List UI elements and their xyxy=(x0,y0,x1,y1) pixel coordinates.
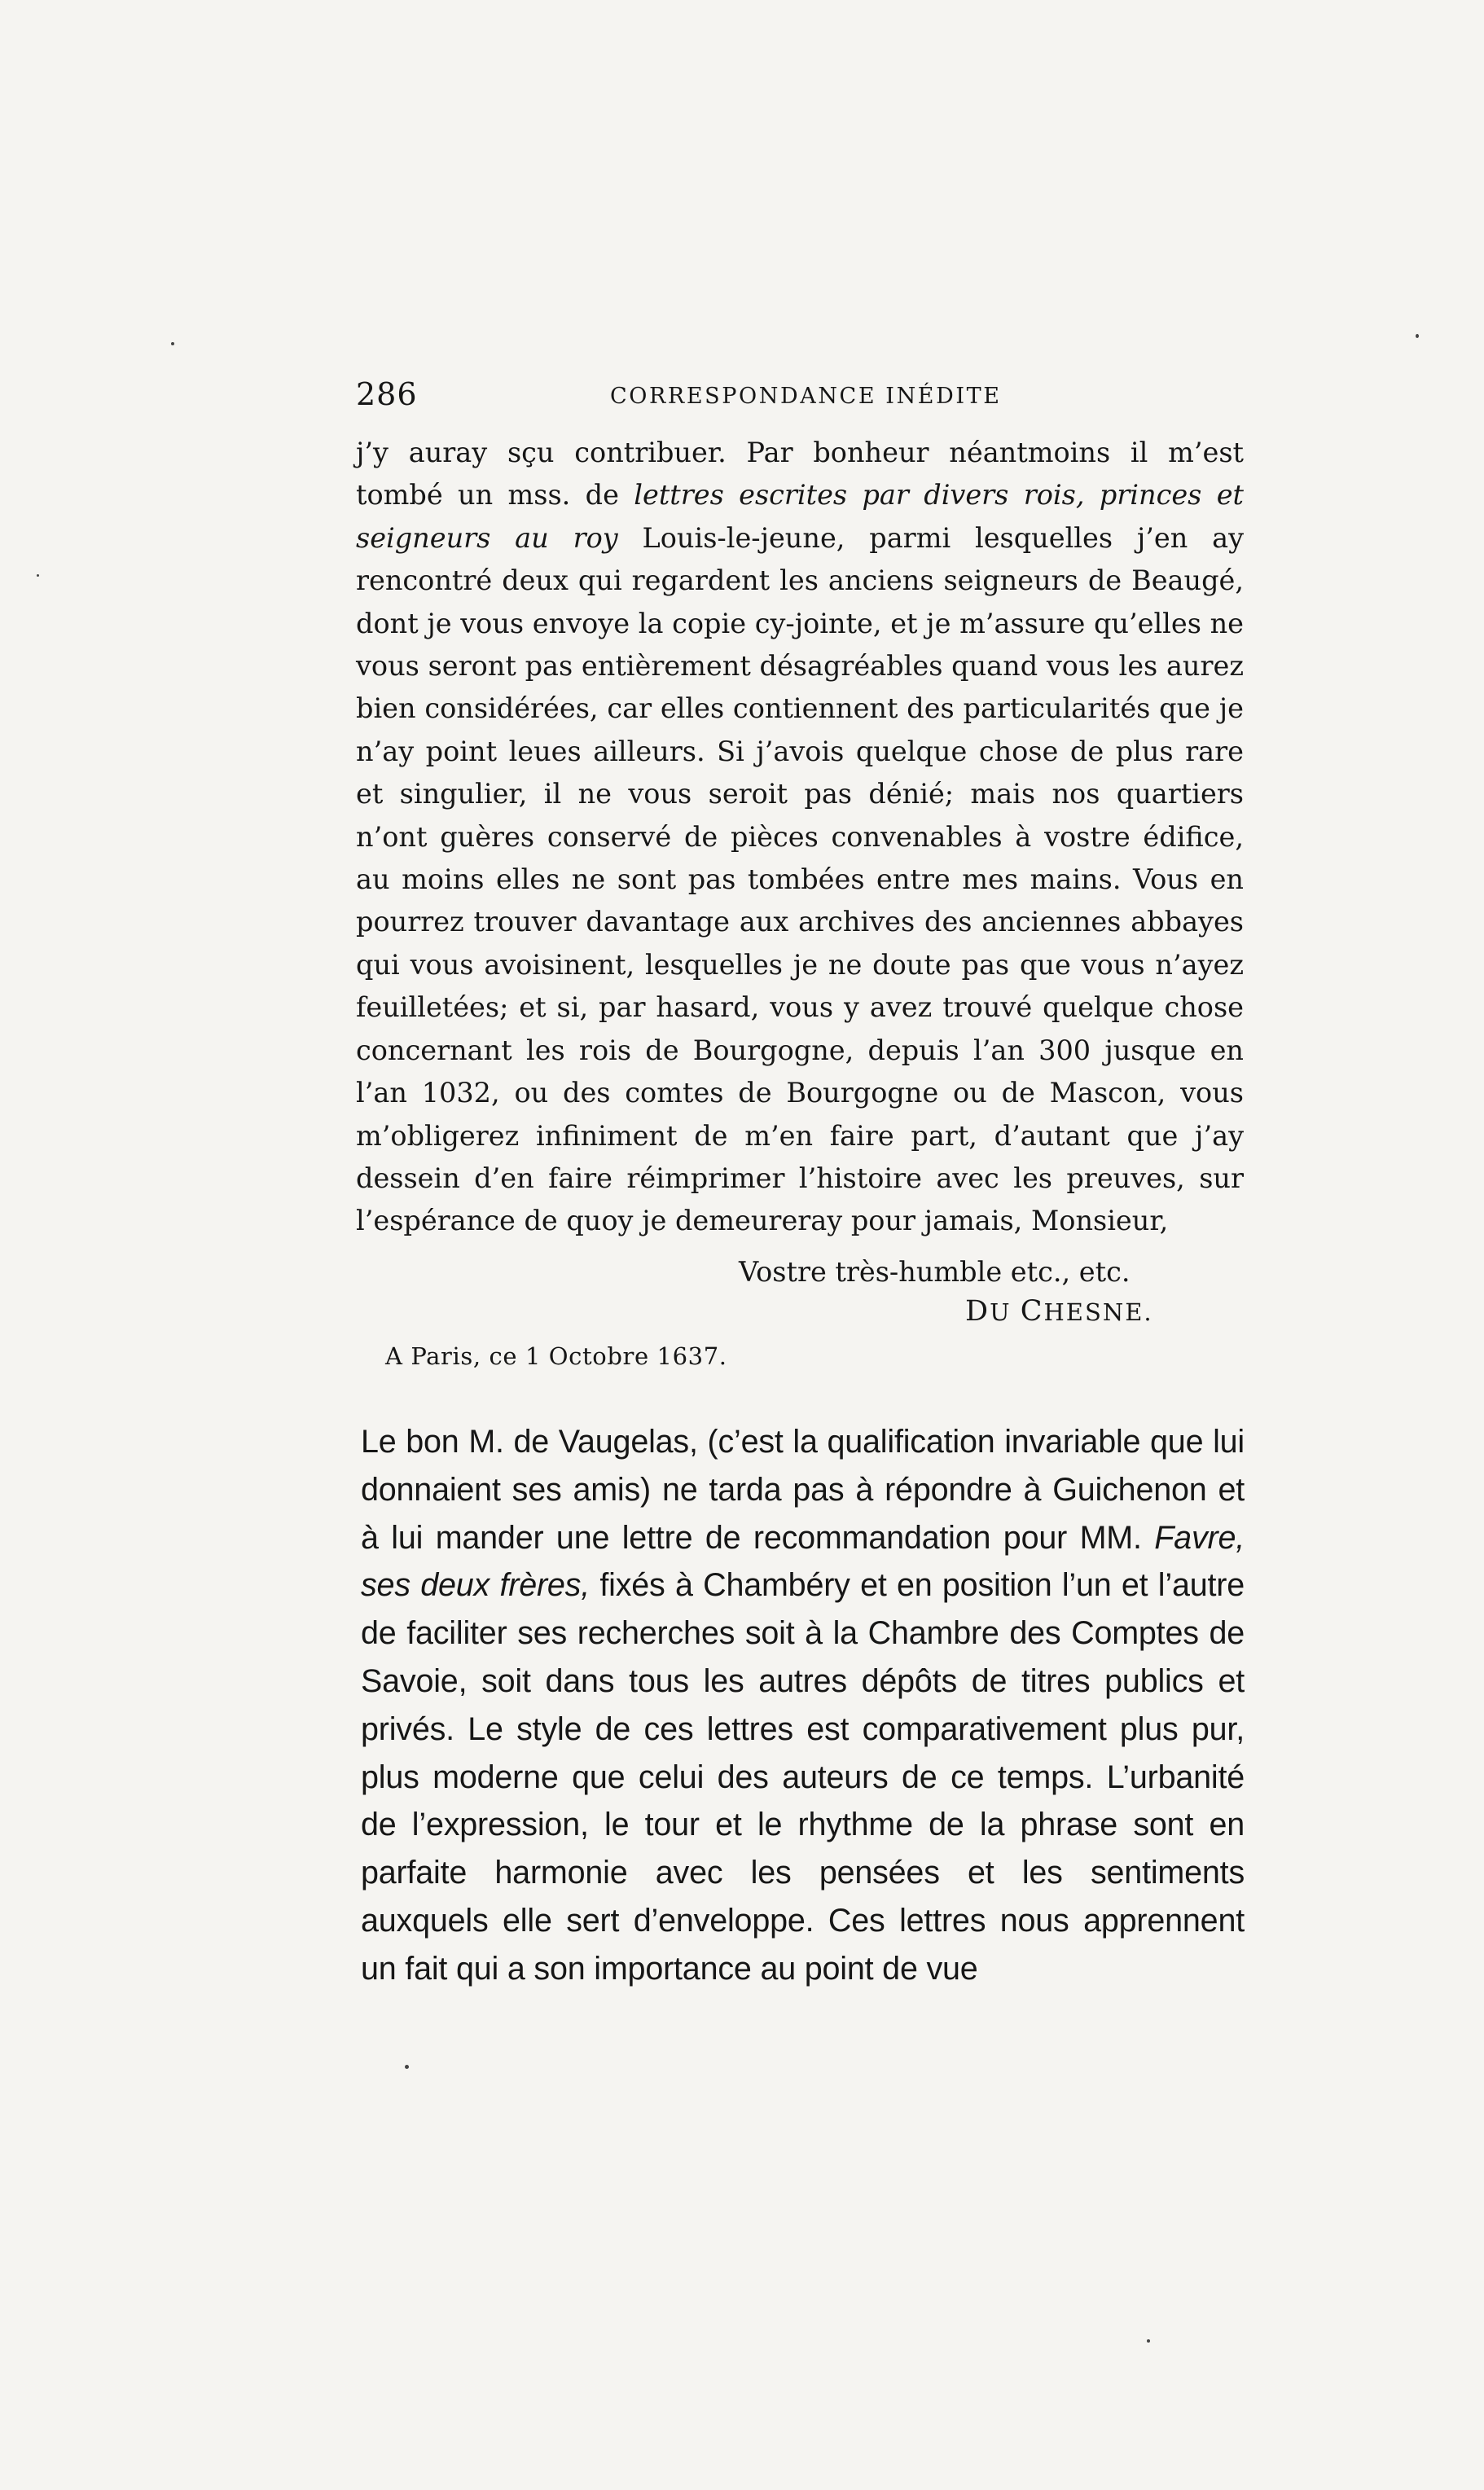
letter-italic-title: lettres escrites par divers rois, princes et seigneurs au roy xyxy=(356,479,1244,554)
print-speck xyxy=(37,574,39,577)
commentary-paragraph xyxy=(361,1418,1245,1993)
signature-rest-2: HESNE. xyxy=(1043,1298,1153,1326)
commentary-text-rest: fixés à Chambéry et en position l’un et l’autre de faciliter ses recherches soit à la Chambre des Comptes de Savoie, soit dans tous les autres dépôts de titres publics et privés. Le style de ces lettres est comparativement plus pur, plus moderne que celui des auteurs de ce temps. L’urbanité de l’expression, le tour et le rhythme de la phrase sont en parfaite harmonie avec les pensées et les sentiments auxquels elle sert d’enveloppe. Ces lettres nous apprennent un fait qui a son importance au point de vue xyxy=(361,1567,1245,1987)
signature-initial-2: C xyxy=(1020,1295,1044,1328)
print-speck xyxy=(1416,334,1419,338)
page-header xyxy=(356,376,1170,425)
page-number: 286 xyxy=(356,376,418,412)
letter-body xyxy=(356,432,1244,1243)
letter-signature xyxy=(965,1295,1153,1328)
signature-rest-1: U xyxy=(990,1298,1012,1326)
running-title: CORRESPONDANCE INÉDITE xyxy=(610,384,1002,409)
letter-paragraph xyxy=(356,432,1244,1243)
letter-text-rest: Louis-le-jeune, parmi lesquelles j’en ay rencontré deux qui regardent les anciens seigneurs de Beaugé, dont je vous envoye la copie cy-jointe, et je m’assure qu’elles ne vous seront pas entièrement désagréables quand vous les aurez bien considérées, car elles contiennent des particularités que je n’ay point leues ailleurs. Si j’avois quelque chose de plus rare et singulier, il ne vous seroit pas dénié; mais nos quartiers n’ont guères conservé de pièces convenables à vostre édifice, au moins elles ne sont pas tombées entre mes mains. Vous en pourrez trouver davantage aux archives des anciennes abbayes qui vous avoisinent, lesquelles je ne doute pas que vous n’ayez feuilletées; et si, par hasard, vous y avez trouvé quelque chose concernant les rois de Bourgogne, depuis l’an 300 jusque en l’an 1032, ou des comtes de Bourgogne ou de Mascon, vous m’obligerez infiniment de m’en faire part, d’autant que j’ay dessein d’en faire réimprimer l’histoire avec les preuves, sur l’espérance de quoy je demeureray pour jamais, Monsieur, xyxy=(356,521,1245,1237)
print-speck xyxy=(1147,2339,1150,2343)
commentary-italic: Favre, ses deux frères, xyxy=(361,1519,1245,1604)
letter-dateline: A Paris, ce 1 Octobre 1637. xyxy=(385,1342,727,1370)
letter-closing: Vostre très-humble etc., etc. xyxy=(739,1256,1131,1288)
letter-text-start: j’y auray sçu contribuer. Par bonheur néantmoins il m’est tombé un mss. de xyxy=(356,437,1244,512)
print-speck xyxy=(171,342,174,345)
commentary-body xyxy=(361,1418,1245,1993)
print-speck xyxy=(405,2065,409,2069)
commentary-text-start: Le bon M. de Vaugelas, (c’est la qualification invariable que lui donnaient ses amis) ne tarda pas à répondre à Guichenon et à lui mander une lettre de recommandation pour MM. xyxy=(361,1424,1245,1556)
signature-initial-1: D xyxy=(965,1295,990,1328)
